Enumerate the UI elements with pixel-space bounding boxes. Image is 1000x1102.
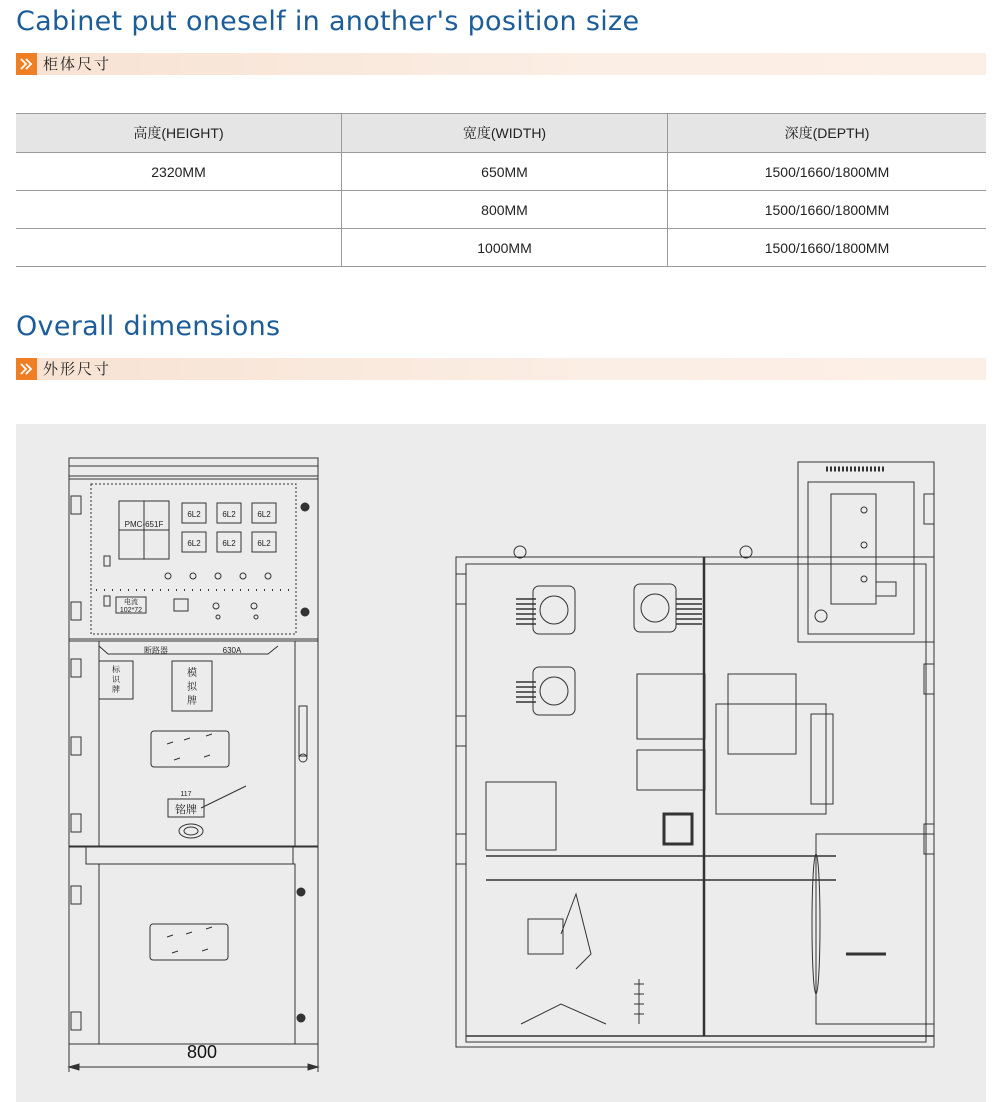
width-dimension-label: 800	[187, 1042, 218, 1062]
section-title-overall-dimensions: Overall dimensions	[16, 311, 281, 342]
small-label: 电流	[124, 599, 138, 606]
id-plate-char: 牌	[112, 685, 120, 694]
cell-height	[16, 191, 342, 229]
section-subtitle: 外形尺寸	[43, 360, 112, 378]
section-subtitle-bar	[16, 53, 986, 75]
table-row	[16, 153, 986, 191]
cell-width: 800MM	[342, 191, 668, 229]
meter-label: 6L2	[187, 510, 201, 519]
cell-depth: 1500/1660/1800MM	[668, 191, 987, 229]
small-label: 102*72	[119, 607, 143, 614]
header-depth: 深度(DEPTH)	[668, 114, 987, 153]
cell-width: 1000MM	[342, 229, 668, 267]
dimension-drawing	[16, 424, 986, 1102]
dimensions-table	[16, 113, 986, 267]
header-height: 高度(HEIGHT)	[16, 114, 342, 153]
breaker-label: 断路器	[144, 646, 168, 655]
id-plate-char: 标	[112, 665, 120, 674]
section-subtitle-bar	[16, 358, 986, 380]
side-view	[456, 462, 934, 1047]
meter-label: 6L2	[222, 510, 236, 519]
cell-height	[16, 229, 342, 267]
section-title-cabinet-size: Cabinet put oneself in another's position size	[16, 6, 640, 37]
double-chevron-icon	[16, 53, 37, 75]
cell-height: 2320MM	[16, 153, 342, 191]
header-width: 宽度(WIDTH)	[342, 114, 668, 153]
meter-label: 6L2	[187, 539, 201, 548]
section-subtitle: 柜体尺寸	[43, 55, 112, 73]
mimic-plate-char: 牌	[187, 696, 197, 707]
meter-label: 6L2	[222, 539, 236, 548]
nameplate-label: 铭牌	[175, 804, 197, 816]
table-row	[16, 191, 986, 229]
cell-depth: 1500/1660/1800MM	[668, 153, 987, 191]
rating-label: 630A	[222, 646, 242, 655]
mimic-plate-char: 拟	[187, 682, 197, 693]
double-chevron-icon	[16, 358, 37, 380]
cell-width: 650MM	[342, 153, 668, 191]
front-view	[69, 458, 318, 1072]
meter-label: 6L2	[257, 510, 271, 519]
table-header-row	[16, 114, 986, 153]
nameplate-dim: 117	[180, 791, 192, 798]
id-plate-char: 识	[112, 675, 120, 684]
cell-depth: 1500/1660/1800MM	[668, 229, 987, 267]
table-row	[16, 229, 986, 267]
mimic-plate-char: 模	[187, 668, 197, 679]
relay-label: PMC-651F	[124, 520, 164, 529]
meter-label: 6L2	[257, 539, 271, 548]
cabinet-drawing-svg	[16, 424, 986, 1102]
